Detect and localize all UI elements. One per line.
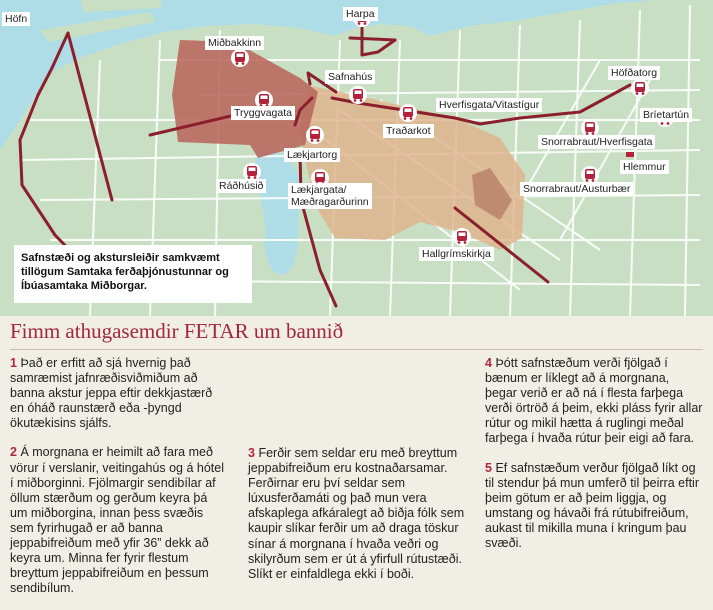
bus-stop-icon-safnahus — [349, 86, 367, 104]
label-snorrabraut-austurbaer: Snorrabraut/Austurbær — [520, 182, 633, 196]
point-text: Á morgnana er heimilt að fara með vörur í verslanir, veitingahús og á hótel í miðborginni. Fjölmargir sendibílar af öllum stærðum og gerðum keyra þá um miðborgina, innan þess svæðis sem fyrirhugað er að banna jeppabifreiðum með yfir 36” dekk að keyra um. Minna fer fyrir flestum breyttum jeppabifreiðum en þessum sendibílum. — [10, 445, 225, 596]
label-hofn: Höfn — [2, 12, 30, 26]
label-hofdatorg: Höfðatorg — [608, 66, 660, 80]
label-harpa: Harpa — [343, 7, 378, 21]
label-brietartun: Bríetartún — [640, 108, 692, 122]
label-radhusid: Ráðhúsið — [216, 179, 266, 193]
label-hlemmur: Hlemmur — [620, 160, 669, 174]
column-1 — [10, 356, 228, 610]
point-text: Þótt safnstæðum verði fjölgað í bænum er líklegt að á morgnana, þegar verið er að ná í flesta farþega verði örtröð á þeim, ekki pláss fyrir allar rútur og mikil hætta á ruglingi meðal farþega í hvaða rútur þeir eigi að fara. — [485, 356, 703, 446]
column-spacer — [248, 356, 466, 446]
label-laekjargata: Lækjargata/ Mæðragarðurinn — [288, 183, 372, 209]
bus-stop-icon-hallgrimskirkja — [453, 228, 471, 246]
point-2 — [10, 445, 228, 596]
label-midbakkinn: Miðbakkinn — [205, 36, 264, 50]
point-4 — [485, 356, 703, 447]
bus-stop-icon-hlemmur — [626, 152, 634, 157]
label-hallgrimskirkja: Hallgrímskirkja — [419, 247, 494, 261]
point-text: Það er erfitt að sjá hvernig það samræmist jafnræðisviðmiðum að banna akstur jeppa eftir dekkjastærð en óháð raunstærð eða -þyngd ökutækisins sjálfs. — [10, 356, 213, 431]
bus-stop-icon-laekjartorg — [306, 126, 324, 144]
column-3 — [485, 356, 703, 565]
label-safnahus: Safnahús — [325, 70, 375, 84]
point-1 — [10, 356, 228, 431]
point-text: Ferðir sem seldar eru með breyttum jeppabifreiðum eru kostnaðarsamar. Ferðirnar eru því seldar sem lúxusferðamáti og það mun vera afskaplega afkáralegt að biðja fólk sem kaupir slíkar ferðir um að draga töskur sínar á morgnana í hvaða veðri og skilyrðum sem er út á yfirfull rútustæði. Slíkt er einfaldlega ekki í boði. — [248, 446, 465, 581]
label-laekjartorg: Lækjartorg — [284, 148, 340, 162]
point-text: Ef safnstæðum verður fjölgað líkt og til stendur þá mun umferð til þeirra eftir þeim götum er að þeim liggja, og umstang og hávaði frá rútubifreiðum, aukast til mikilla muna í kringum þau svæði. — [485, 460, 699, 551]
label-hverfisgata-vitastigur: Hverfisgata/Vitastígur — [436, 98, 542, 112]
bus-stop-icon-tradarkot — [399, 104, 417, 122]
column-2 — [248, 356, 466, 596]
point-5 — [485, 461, 703, 552]
point-number: 5 — [485, 460, 492, 475]
label-tryggvagata: Tryggvagata — [231, 106, 295, 120]
point-3 — [248, 446, 466, 582]
point-number: 4 — [485, 356, 492, 370]
article-headline: Fimm athugasemdir FETAR um bannið — [10, 319, 344, 343]
headline-divider — [10, 349, 703, 350]
label-tradarkot: Traðarkot — [383, 124, 434, 138]
point-number: 3 — [248, 446, 255, 460]
label-snorrabraut-hverfisgata: Snorrabraut/Hverfisgata — [538, 135, 655, 149]
map-caption: Safnstæði og akstursleiðir samkvæmt tillögum Samtaka ferðaþjónustunnar og Íbúasamtaka Miðborgar. — [14, 245, 252, 303]
article-panel — [0, 316, 713, 602]
bus-stop-icon-midbakkinn — [231, 49, 249, 67]
point-number: 1 — [10, 356, 17, 370]
point-number: 2 — [10, 445, 17, 460]
bus-stop-icon-hofdatorg — [631, 79, 649, 97]
